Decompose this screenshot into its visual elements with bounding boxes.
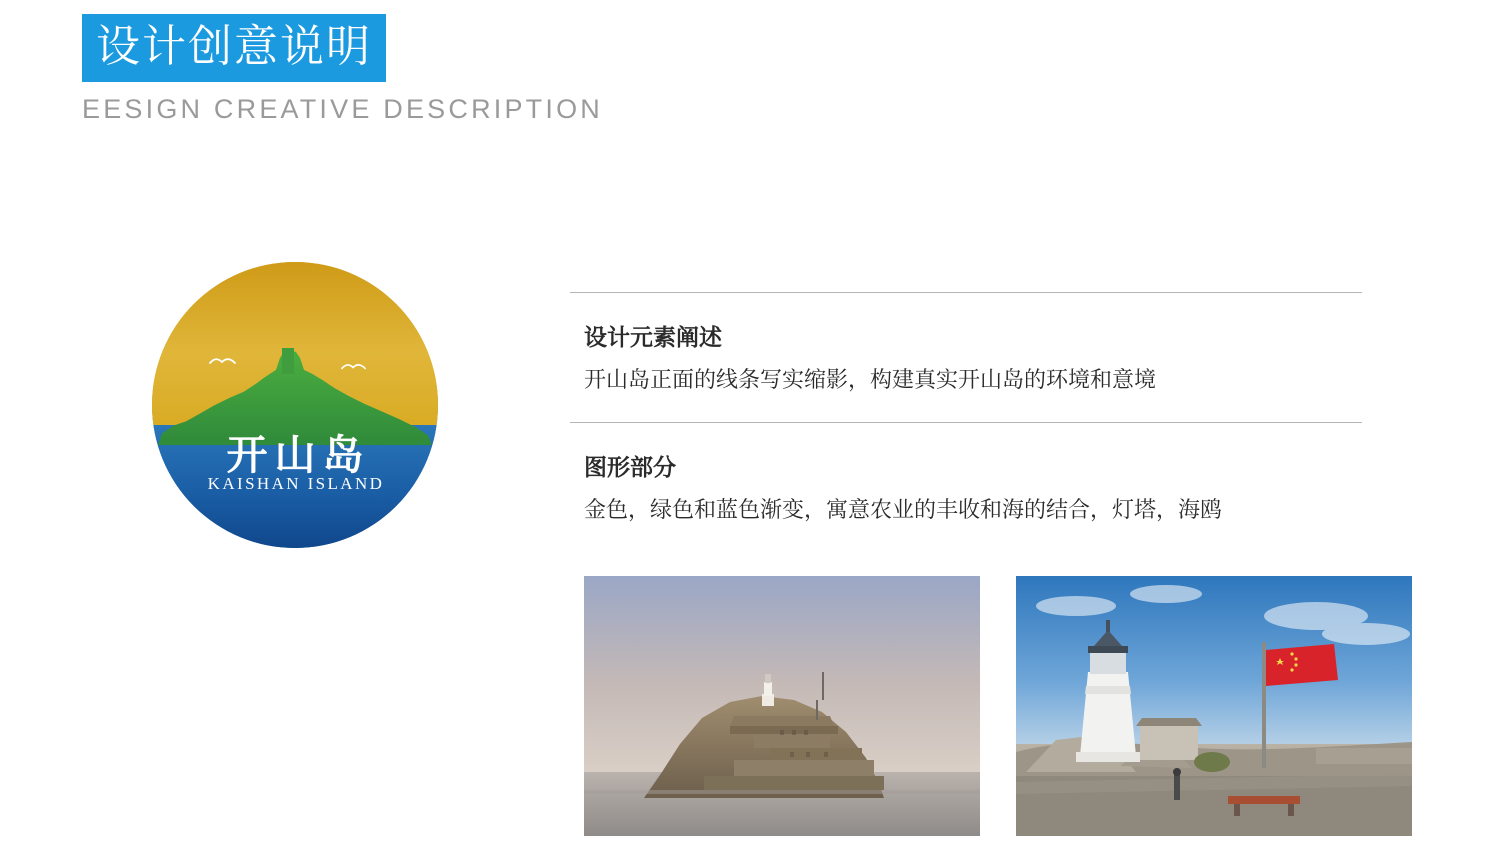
logo-circle bbox=[152, 262, 438, 548]
page-title: 设计创意说明 bbox=[82, 14, 386, 82]
kaishan-island-aerial-photo bbox=[584, 576, 980, 836]
logo-name-cn: 开山岛 bbox=[226, 432, 371, 479]
section-graphics bbox=[570, 422, 1362, 526]
lighthouse-with-flag-photo bbox=[1016, 576, 1412, 836]
page-subtitle: EESIGN CREATIVE DESCRIPTION bbox=[82, 94, 603, 124]
section-text: 开山岛正面的线条写实缩影，构建真实开山岛的环境和意境 bbox=[584, 367, 1157, 392]
seagull-icon-right bbox=[341, 359, 367, 371]
seagull-icon-left bbox=[209, 354, 237, 366]
page-header bbox=[82, 14, 682, 125]
logo-name-en: KAISHAN ISLAND bbox=[207, 473, 385, 493]
section-divider bbox=[570, 422, 1362, 423]
section-title: 设计元素阐述 bbox=[584, 324, 722, 350]
section-design-elements bbox=[570, 292, 1362, 396]
kaishan-island-logo bbox=[152, 262, 438, 548]
section-divider bbox=[570, 292, 1362, 293]
section-text: 金色，绿色和蓝色渐变，寓意农业的丰收和海的结合，灯塔，海鸥 bbox=[584, 496, 1223, 522]
description-content bbox=[570, 292, 1362, 552]
section-title: 图形部分 bbox=[584, 453, 676, 480]
photo-gallery bbox=[584, 576, 1412, 836]
